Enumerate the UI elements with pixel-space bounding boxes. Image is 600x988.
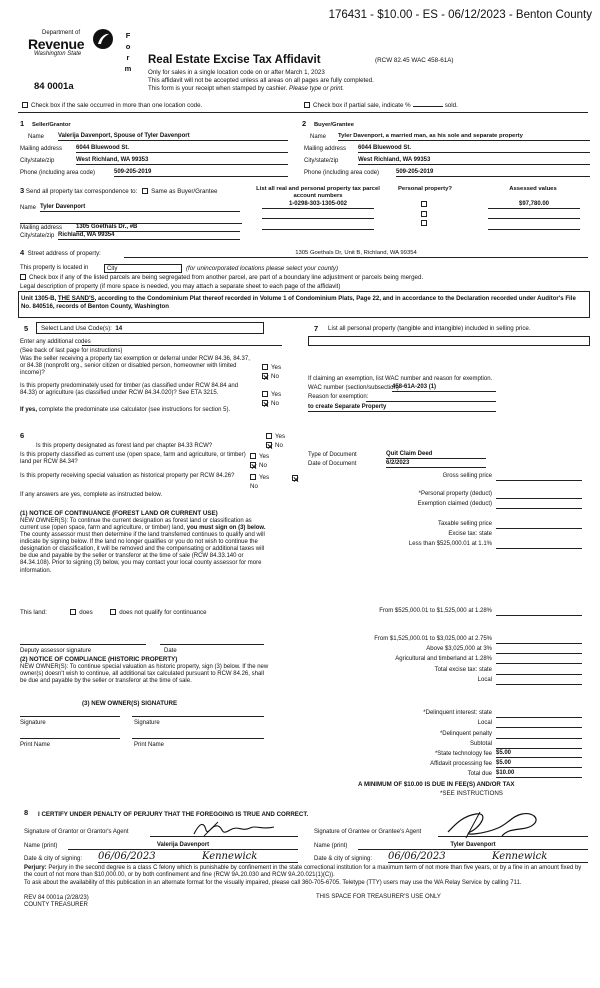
legal-description-label: Legal description of property (if more space is needed, you may attach a separate sheet to each page of the affidavit) — [20, 283, 341, 290]
notice-compliance-text: NEW OWNER(S): To continue special valuation as historic property, sign (3) below. If the new owner(s) doesn't wish to continue, all additional tax calculated pursuant to RCW 84.26, shall be due and payable by the seller or transferor at the time of sale. — [20, 664, 269, 685]
tax-correspondence-row: 3 Send all property tax correspondence to: Same as Buyer/Grantee — [20, 186, 218, 195]
buyer-phone-field[interactable]: 509-205-2019 — [396, 169, 590, 177]
form-title: Real Estate Excise Tax Affidavit — [148, 54, 321, 66]
header-note2: This affidavit will not be accepted unless all areas on all pages are fully completed. — [148, 77, 374, 84]
county-treasurer-label: COUNTY TREASURER — [24, 902, 88, 908]
segregated-check[interactable]: Check box if any of the listed parcels are being segregated from another parcel, are part of a boundary line adjustment or parcels being merged. — [20, 274, 423, 281]
personal-property-header: Personal property? — [398, 186, 453, 192]
section5-number: 5 — [24, 324, 29, 333]
dor-swoosh-icon — [92, 28, 114, 50]
personal-property-checkbox-2[interactable] — [421, 211, 427, 217]
form-letters: F o r m — [124, 31, 132, 73]
seller-city-field[interactable]: West Richland, WA 99353 — [76, 157, 288, 165]
street-address-row: 4 Street address of property: — [20, 248, 101, 257]
correspondence-city-field[interactable]: Richland, WA 99354 — [58, 232, 240, 240]
wac-number-field[interactable]: 458-61A-203 (1) — [392, 384, 496, 392]
notice-continuance-heading: (1) NOTICE OF CONTINUANCE (FOREST LAND OR CURRENT USE) — [20, 510, 218, 517]
section6-number: 6 — [20, 431, 25, 440]
parcel-header: List all real and personal property tax parcel account numbers — [256, 186, 380, 199]
section8-number: 8 — [24, 808, 29, 817]
header-note3: This form is your receipt when stamped by cashier. Please type or print. — [148, 85, 345, 92]
dept-line3: Washington State — [34, 51, 82, 57]
dor-logo — [28, 30, 118, 70]
grantor-print-name-field[interactable]: Valerija Davenport — [68, 842, 298, 850]
correspondence-name-field[interactable]: Tyler Davenport — [40, 204, 240, 212]
q2-options: Yes No — [262, 390, 281, 408]
grantee-signature-icon — [440, 808, 550, 842]
seller-address-field[interactable]: 6044 Bluewood St. — [76, 145, 288, 153]
form-number: 84 0001a — [34, 81, 74, 92]
q1-no-checkbox[interactable] — [262, 373, 268, 379]
new-owner-signature-heading: (3) NEW OWNER(S) SIGNATURE — [82, 700, 178, 707]
treasurer-space-label: THIS SPACE FOR TREASURER'S USE ONLY — [316, 894, 441, 900]
section5-q1: Was the seller receiving a property tax exemption or deferral under RCW 84.36, 84.37, or 84.38 (nonprofit org., senior citizen or disabled person, homeowner with limited income)? — [20, 356, 250, 377]
land-use-select[interactable]: Select Land Use Code(s): 14 — [36, 322, 264, 334]
document-type-field[interactable]: Quit Claim Deed — [386, 451, 486, 459]
tech-fee-value: $5.00 — [496, 750, 582, 758]
personal-property-checkbox-1[interactable] — [421, 201, 427, 207]
s6-q2-options: Yes No — [250, 452, 269, 470]
s6-q1-yes-checkbox[interactable] — [266, 433, 272, 439]
location-note: (for unincorporated locations please select your county) — [186, 265, 339, 272]
location-select[interactable]: City — [104, 264, 182, 273]
section7-heading: List all personal property (tangible and intangible) included in selling price. — [328, 325, 531, 332]
personal-property-list-field[interactable] — [308, 336, 590, 346]
section5-ifyes: If yes, complete the predominate use calculator (see instructions for section 5). — [20, 407, 231, 413]
dept-line1: Department of — [42, 30, 81, 36]
alt-format-text: To ask about the availability of this publication in an alternate format for the visually impaired, please call 360-705-6705. Teletype (TTY) users may use the WA Relay Service by calling 711. — [24, 880, 522, 886]
multi-location-checkbox[interactable] — [22, 102, 28, 108]
section7-number: 7 — [314, 324, 319, 333]
recording-stamp: 176431 - $10.00 - ES - 06/12/2023 - Benton County — [328, 9, 592, 21]
see-instructions-note: *SEE INSTRUCTIONS — [440, 790, 503, 797]
multi-location-check[interactable]: Check box if the sale occurred in more than one location code. — [22, 102, 202, 109]
buyer-name-field[interactable]: Tyler Davenport, a married man, as his sole and separate property — [338, 133, 590, 141]
grantee-print-name-field[interactable]: Tyler Davenport — [358, 842, 588, 850]
legal-description-box[interactable]: Unit 1305-B, THE SAND'S, according to the Condominium Plat thereof recorded in Volume 1 of Condominium Plats, Page 22, and in accordance to the Declaration recorded under Auditor's File No. 840516, records of Benton County, Washington — [18, 291, 590, 318]
property-street-field[interactable]: 1305 Goethals Dr, Unit B, Richland, WA 99354 — [124, 250, 588, 258]
s6-q3-options: Yes No — [250, 474, 270, 490]
q2-yes-checkbox[interactable] — [262, 391, 268, 397]
seller-heading: Seller/Grantor — [32, 122, 71, 128]
buyer-heading: Buyer/Grantee — [314, 122, 354, 128]
grantor-signature-icon — [190, 818, 280, 840]
grantee-date-field[interactable]: 06/06/2023 Kennewick — [388, 851, 588, 863]
dept-line2: Revenue — [28, 36, 85, 52]
segregated-checkbox[interactable] — [20, 274, 26, 280]
notice-compliance-heading: (2) NOTICE OF COMPLIANCE (HISTORIC PROPERTY) — [20, 656, 178, 663]
seller-phone-field[interactable]: 509-205-2019 — [114, 169, 288, 177]
certify-heading: I CERTIFY UNDER PENALTY OF PERJURY THAT THE FOREGOING IS TRUE AND CORRECT. — [38, 811, 309, 818]
seller-name-field[interactable]: Valerija Davenport, Spouse of Tyler Davenport — [58, 133, 288, 141]
exemption-reason-field[interactable]: to create Separate Property — [308, 404, 496, 412]
s6-q1-no-checkbox[interactable] — [266, 442, 272, 448]
s6-q2-yes-checkbox[interactable] — [250, 453, 256, 459]
buyer-address-field[interactable]: 6044 Bluewood St. — [358, 145, 590, 153]
grantor-date-field[interactable]: 06/06/2023 Kennewick — [98, 851, 298, 863]
buyer-section-number: 2 — [302, 119, 307, 128]
does-checkbox[interactable] — [70, 609, 76, 615]
s6-q3-no-checkbox[interactable] — [292, 475, 298, 481]
total-due-value: $10.00 — [496, 770, 582, 778]
assessed-value-field[interactable]: $97,780.00 — [488, 201, 580, 209]
parcel-number-field[interactable]: 1-0298-303-1305-002 — [262, 201, 374, 209]
minimum-due-note: A MINIMUM OF $10.00 IS DUE IN FEE(S) AND/OR TAX — [358, 781, 515, 788]
q2-no-checkbox[interactable] — [262, 400, 268, 406]
perjury-text: Perjury: Perjury in the second degree is a class C felony which is punishable by confinement in the state correctional institution for a maximum term of not more than five years, or by a fine in an amount fixed by the court of not more than $10,000.00, or by both confinement and fine (RCW 9A.20.030 and RCW 9A.20.021(1)(C)). — [24, 865, 582, 879]
q1-options: Yes No — [262, 363, 281, 381]
does-not-checkbox[interactable] — [110, 609, 116, 615]
personal-property-checkbox-3[interactable] — [421, 220, 427, 226]
correspondence-address-field[interactable]: 1305 Goethals Dr., #B — [76, 224, 240, 232]
partial-sale-checkbox[interactable] — [304, 102, 310, 108]
personal-property-checkboxes — [421, 200, 430, 228]
document-date-field[interactable]: 6/2/2023 — [386, 460, 486, 468]
seller-section-number: 1 — [20, 119, 25, 128]
s6-q1-options: Yes No — [266, 432, 285, 450]
form-rcw: (RCW 82.45 WAC 458-61A) — [375, 57, 454, 64]
s6-q2-no-checkbox[interactable] — [250, 462, 256, 468]
header-note1: Only for sales in a single location code on or after March 1, 2023 — [148, 69, 325, 76]
buyer-city-field[interactable]: West Richland, WA 99353 — [358, 157, 590, 165]
q1-yes-checkbox[interactable] — [262, 364, 268, 370]
notice-continuance-text: NEW OWNER(S): To continue the current designation as forest land or classification as current use (open space, farm and agriculture, or timber) land, you must sign on (3) below. The county assessor must then determine if the land transferred continues to qualify and will indicate by signing below. If the land no longer qualifies or you do not wish to continue the designation or classification, it will be removed and the compensating or additional taxes will be due and payable by the seller or transferor at the time of sale (RCW 84.33.140 or 84.34.108). Prior to signing (3) below, you may contact your local county assessor for more information. — [20, 518, 266, 574]
qualify-row: This land: does does not qualify for continuance — [20, 609, 207, 616]
section5-q2: Is this property predominately used for timber (as classified under RCW 84.84 and 84.33) or agriculture (as classified under RCW 84.34.020)? See ETA 3215. — [20, 383, 239, 397]
s6-q3-yes-checkbox[interactable] — [250, 474, 256, 480]
assessed-values-header: Assessed values — [509, 186, 557, 192]
revision-label: REV 84 0001a (2/28/23) — [24, 895, 89, 901]
partial-sale-check[interactable]: Check box if partial sale, indicate % sold. — [304, 102, 458, 109]
processing-fee-value: $5.00 — [496, 760, 582, 768]
same-as-buyer-checkbox[interactable] — [142, 188, 148, 194]
